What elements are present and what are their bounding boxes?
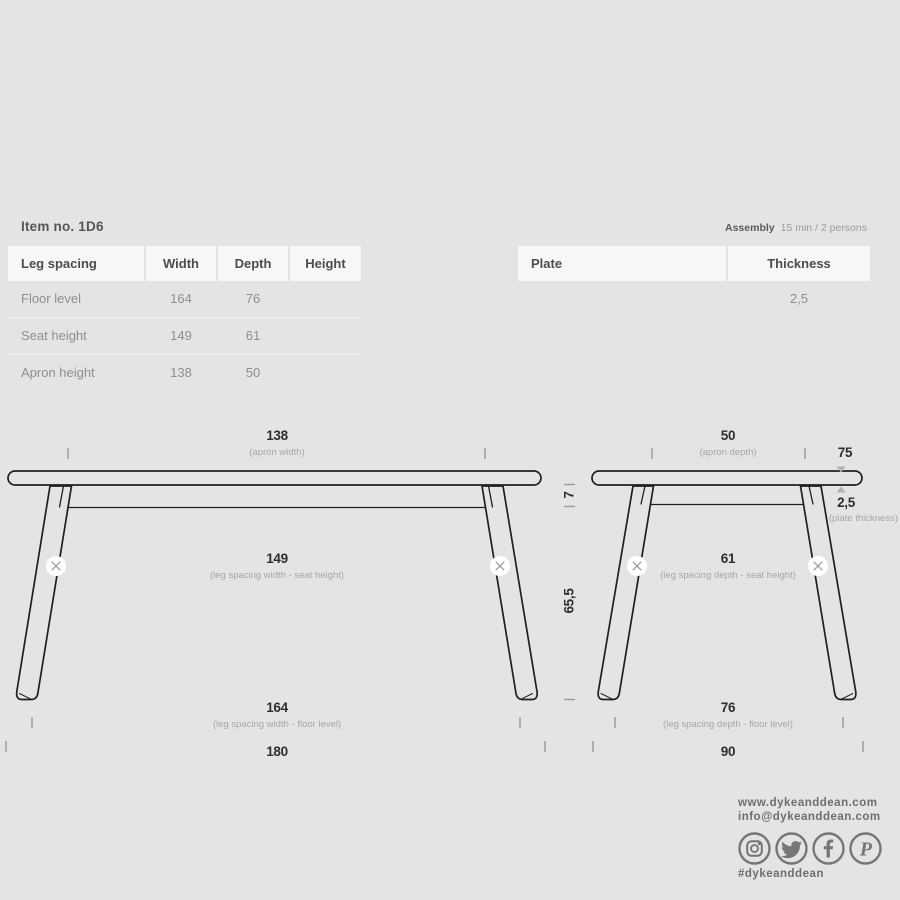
dim-table-height: 75 xyxy=(837,445,853,460)
dim-overall-width: 180 xyxy=(266,744,288,759)
dim-plate-thickness: 2,5 xyxy=(837,495,855,510)
dim-leg-spacing-width-seat-label: (leg spacing width - seat height) xyxy=(209,570,345,581)
item-number: Item no. 1D6 xyxy=(21,219,104,234)
hashtag-label: #dykeanddean xyxy=(738,868,824,880)
row-depth: 76 xyxy=(245,291,261,306)
assembly-value: 15 min / 2 persons xyxy=(780,222,867,234)
x-marker-icon xyxy=(808,556,828,576)
header-height: Height xyxy=(290,246,361,281)
row-thickness: 2,5 xyxy=(789,291,809,306)
row-label: Apron height xyxy=(21,365,95,380)
dim-apron-depth: 50 xyxy=(720,428,736,443)
x-marker-icon xyxy=(46,556,66,576)
row-depth: 50 xyxy=(245,365,261,380)
svg-text:P: P xyxy=(859,838,872,861)
dim-leg-clearance: 65,5 xyxy=(561,588,577,614)
header-plate: Plate xyxy=(518,246,726,281)
dim-leg-spacing-depth-seat: 61 xyxy=(720,551,736,566)
front-right-leg xyxy=(482,486,537,700)
header-leg-spacing: Leg spacing xyxy=(8,246,144,281)
dim-overall-depth: 90 xyxy=(720,744,736,759)
row-label: Floor level xyxy=(21,291,81,306)
side-tabletop xyxy=(592,471,862,485)
dim-leg-spacing-depth-floor-label: (leg spacing depth - floor level) xyxy=(663,719,793,730)
dim-leg-spacing-depth-seat-label: (leg spacing depth - seat height) xyxy=(660,570,796,581)
row-width: 138 xyxy=(170,365,192,380)
dim-apron-width: 138 xyxy=(266,428,288,443)
social-icons xyxy=(737,831,883,866)
instagram-icon[interactable] xyxy=(737,831,772,866)
front-left-leg xyxy=(17,486,72,700)
dim-leg-spacing-width-seat: 149 xyxy=(266,551,288,566)
x-marker-icon xyxy=(627,556,647,576)
twitter-icon[interactable] xyxy=(774,831,809,866)
row-depth: 61 xyxy=(245,328,261,343)
front-tabletop xyxy=(8,471,541,485)
dim-plate-thickness-label: (plate thickness) xyxy=(828,513,898,524)
header-width: Width xyxy=(146,246,216,281)
header-thickness: Thickness xyxy=(728,246,870,281)
facebook-icon[interactable] xyxy=(811,831,846,866)
header-depth: Depth xyxy=(218,246,288,281)
dim-leg-spacing-width-floor-label: (leg spacing width - floor level) xyxy=(212,719,342,730)
side-left-leg xyxy=(598,486,653,700)
dim-apron-depth-label: (apron depth) xyxy=(699,447,757,458)
dim-leg-spacing-width-floor: 164 xyxy=(266,700,288,715)
arrow-up-icon xyxy=(837,487,846,493)
row-width: 149 xyxy=(170,328,192,343)
dim-leg-spacing-depth-floor: 76 xyxy=(720,700,736,715)
dim-apron-width-label: (apron width) xyxy=(249,447,305,458)
website-link[interactable]: www.dykeanddean.com xyxy=(738,797,878,809)
pinterest-icon[interactable] xyxy=(848,831,883,866)
dim-apron-drop: 7 xyxy=(561,491,577,499)
x-marker-icon xyxy=(490,556,510,576)
email-link[interactable]: info@dykeanddean.com xyxy=(738,811,881,823)
row-width: 164 xyxy=(170,291,192,306)
row-label: Seat height xyxy=(21,328,87,343)
assembly-label: Assembly xyxy=(725,222,775,234)
